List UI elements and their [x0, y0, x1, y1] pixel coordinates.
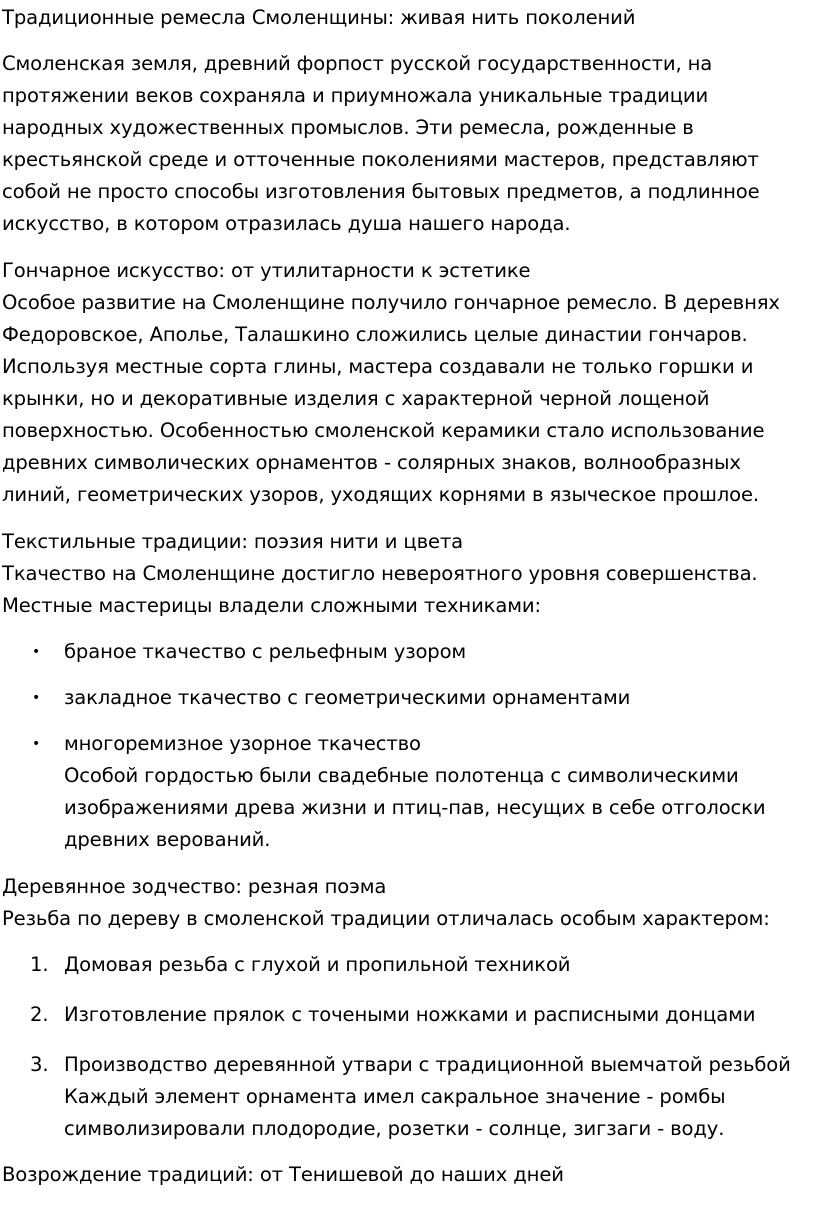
pottery-paragraph: Особое развитие на Смоленщине получило гончарное ремесло. В деревнях Федоровское, Аполье, Талашкино сложились целые династии гончаров. Используя местные сорта глины, мастера создавали не только горшки и крынки, но и декоративные изделия с характерной черной лощеной поверхностью. Особенностью смоленской керамики стало использование древних символических орнаментов - солярных знаков, волнообразных линий, геометрических узоров, уходящих корнями в языческое прошлое.	[2, 291, 780, 506]
list-number: 3.	[30, 1053, 49, 1076]
wood-heading: Деревянное зодчество: резная поэма	[2, 875, 387, 898]
list-item	[2, 636, 814, 668]
list-item-text: закладное ткачество с геометрическими орнаментами	[64, 686, 631, 709]
revival-heading: Возрождение традиций: от Тенишевой до наших дней	[2, 1163, 564, 1186]
list-item	[2, 949, 814, 981]
list-item-text: Производство деревянной утвари с традиционной выемчатой резьбой	[64, 1053, 791, 1076]
textile-section	[2, 526, 814, 856]
bullet-icon: •	[32, 736, 41, 752]
list-item-text: Домовая резьба с глухой и пропильной техникой	[64, 953, 571, 976]
wood-paragraph: Резьба по дереву в смоленской традиции отличалась особым характером:	[2, 907, 770, 930]
list-number: 1.	[30, 953, 49, 976]
wood-section	[2, 871, 814, 1145]
list-item	[2, 728, 814, 856]
pottery-heading: Гончарное искусство: от утилитарности к эстетике	[2, 259, 531, 282]
wood-tail-text: Каждый элемент орнамента имел сакральное значение - ромбы символизировали плодородие, розетки - солнце, зигзаги - воду.	[64, 1085, 726, 1140]
wood-craft-list	[2, 949, 814, 1145]
textile-paragraph: Ткачество на Смоленщине достигло невероятного уровня совершенства. Местные мастерицы владели сложными техниками:	[2, 562, 758, 617]
list-item	[2, 1049, 814, 1145]
bullet-icon: •	[32, 644, 41, 660]
list-item-text: многоремизное узорное ткачество	[64, 732, 421, 755]
textile-technique-list	[2, 636, 814, 856]
list-number: 2.	[30, 1003, 49, 1026]
pottery-section	[2, 255, 814, 511]
revival-section	[2, 1159, 814, 1191]
textile-heading: Текстильные традиции: поэзия нити и цвета	[2, 530, 464, 553]
document-title: Традиционные ремесла Смоленщины: живая нить поколений	[2, 6, 636, 29]
intro-paragraph: Смоленская земля, древний форпост русской государственности, на протяжении веков сохраняла и приумножала уникальные традиции народных художественных промыслов. Эти ремесла, рожденные в крестьянской среде и отточенные поколениями мастеров, представляют собой не просто способы изготовления бытовых предметов, а подлинное искусство, в котором отразилась душа нашего народа.	[2, 52, 760, 235]
list-item	[2, 682, 814, 714]
list-item-text: Изготовление прялок с точеными ножками и расписными донцами	[64, 1003, 756, 1026]
bullet-icon: •	[32, 690, 41, 706]
list-item-text: браное ткачество с рельефным узором	[64, 640, 467, 663]
textile-tail-text: Особой гордостью были свадебные полотенца с символическими изображениями древа жизни и птиц-пав, несущих в себе отголоски древних верований.	[64, 764, 766, 851]
list-item	[2, 999, 814, 1031]
